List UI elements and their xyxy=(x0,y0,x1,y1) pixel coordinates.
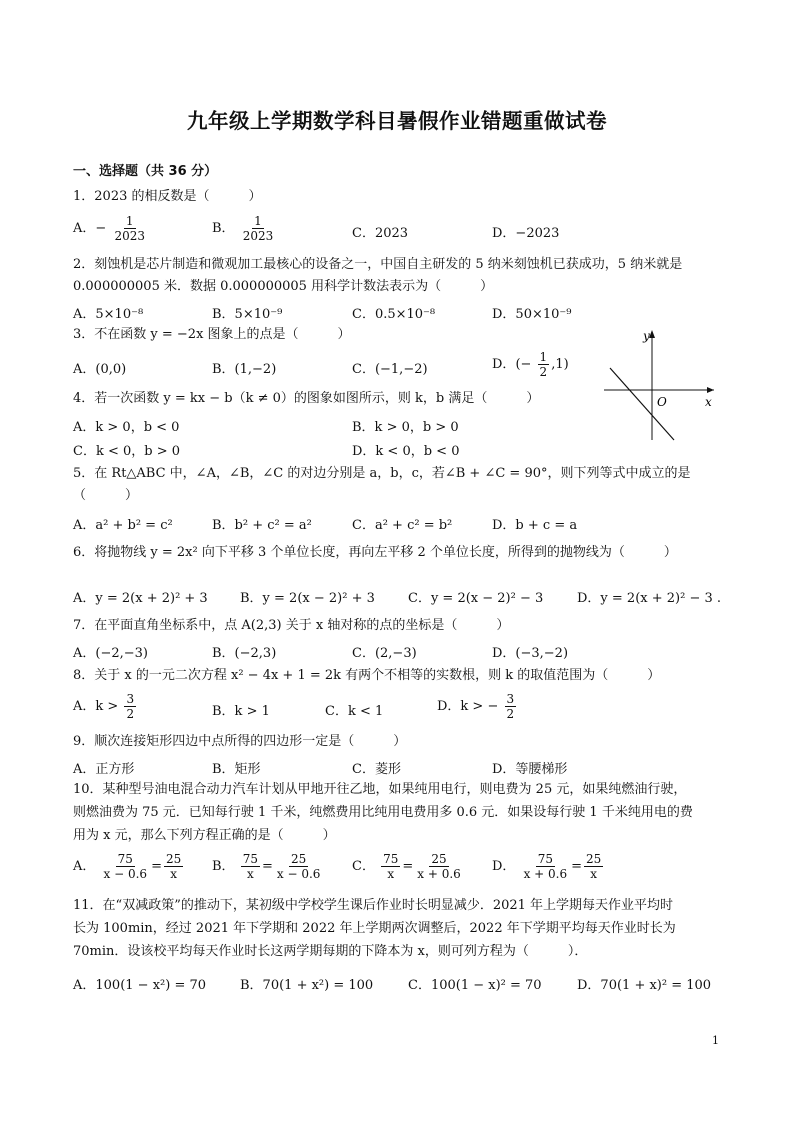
q7-option-d: D．(−3,−2) xyxy=(492,646,569,661)
x-axis-arrow xyxy=(707,387,714,393)
q5-option-a: A．a² + b² = c² xyxy=(73,518,173,533)
question-5-stem-line2: （ ） xyxy=(73,488,139,503)
q8-option-d: D．k > − $\frac{3}{2}$ xyxy=(437,692,515,721)
question-10-stem-line3: 用为 x 元，那么下列方程正确的是（ ） xyxy=(73,828,336,843)
q9-option-b: B．矩形 xyxy=(212,762,261,777)
q4-function-graph xyxy=(600,326,718,446)
q8-option-c: C．k < 1 xyxy=(325,704,384,719)
x-axis-label: x xyxy=(705,395,712,409)
q6-option-c: C．y = 2(x − 2)² − 3 xyxy=(408,591,544,606)
q6-option-a: A．y = 2(x + 2)² + 3 xyxy=(73,591,208,606)
question-7-stem: 7．在平面直角坐标系中，点 A(2,3) 关于 x 轴对称的点的坐标是（ ） xyxy=(73,618,510,633)
q3-option-b: B．(1,−2) xyxy=(212,362,277,377)
q11-option-d: D．70(1 + x)² = 100 xyxy=(577,978,712,993)
q11-option-a: A．100(1 − x²) = 70 xyxy=(73,978,207,993)
q4-option-a: A．k > 0，b < 0 xyxy=(73,420,180,435)
q2-option-d: D．50×10⁻⁹ xyxy=(492,307,572,322)
q1-option-a: A．− $\frac{1}{2023}$ xyxy=(73,214,145,243)
q5-option-c: C．a² + c² = b² xyxy=(352,518,453,533)
y-axis-arrow xyxy=(649,330,655,338)
q11-option-b: B．70(1 + x²) = 100 xyxy=(240,978,374,993)
q7-option-b: B．(−2,3) xyxy=(212,646,277,661)
question-10-stem-line1: 10．某种型号油电混合动力汽车计划从甲地开往乙地，如果纯用电行，则电费为 25 元，如果纯燃油行驶， xyxy=(73,782,687,797)
q5-option-d: D．b + c = a xyxy=(492,518,578,533)
q6-option-d: D．y = 2(x + 2)² − 3 . xyxy=(577,591,722,606)
q1-option-c: C．2023 xyxy=(352,226,409,241)
q2-option-c: C．0.5×10⁻⁸ xyxy=(352,307,436,322)
q11-option-c: C．100(1 − x)² = 70 xyxy=(408,978,542,993)
section-heading: 一、选择题（共 36 分） xyxy=(73,164,218,179)
question-10-stem-line2: 则燃油费为 75 元．已知每行驶 1 千米，纯燃费用比纯用电费用多 0.6 元．如果设每行驶 1 千米纯用电的费 xyxy=(73,805,693,820)
q1-option-b: B． $\frac{1}{2023}$ xyxy=(212,214,274,243)
origin-label: O xyxy=(657,395,667,409)
q4-option-b: B．k > 0，b > 0 xyxy=(352,420,459,435)
q5-option-b: B．b² + c² = a² xyxy=(212,518,312,533)
q6-option-b: B．y = 2(x − 2)² + 3 xyxy=(240,591,375,606)
q2-option-a: A．5×10⁻⁸ xyxy=(73,307,144,322)
q3-option-c: C．(−1,−2) xyxy=(352,362,428,377)
question-5-stem-line1: 5．在 Rt△ABC 中，∠A，∠B，∠C 的对边分别是 a，b，c，若∠B + ∠C = 90°，则下列等式中成立的是 xyxy=(73,466,691,481)
q4-option-d: D．k < 0，b < 0 xyxy=(352,444,460,459)
question-4-stem: 4．若一次函数 y = kx − b（k ≠ 0）的图象如图所示，则 k，b 满足（ ） xyxy=(73,391,540,406)
q8-option-a: A．k > $\frac{3}{2}$ xyxy=(73,692,135,721)
question-6-stem: 6．将抛物线 y = 2x² 向下平移 3 个单位长度，再向左平移 2 个单位长度，所得到的抛物线为（ ） xyxy=(73,545,677,560)
page-number: 1 xyxy=(712,1034,719,1047)
q9-option-a: A．正方形 xyxy=(73,762,135,777)
q9-option-d: D．等腰梯形 xyxy=(492,762,568,777)
question-8-stem: 8．关于 x 的一元二次方程 x² − 4x + 1 = 2k 有两个不相等的实数根，则 k 的取值范围为（ ） xyxy=(73,668,661,683)
q10-option-c: C． $\frac{75}{x}$ = $\frac{25}{x + 0.6}$ xyxy=(352,852,461,881)
question-1-stem: 1．2023 的相反数是（ ） xyxy=(73,189,262,204)
question-3-stem: 3．不在函数 y = −2x 图象上的点是（ ） xyxy=(73,327,351,342)
q2-option-b: B．5×10⁻⁹ xyxy=(212,307,283,322)
question-2-stem-line2: 0.000000005 米．数据 0.000000005 用科学计数法表示为（ ） xyxy=(73,279,494,294)
q10-option-b: B． $\frac{75}{x}$ = $\frac{25}{x - 0.6}$ xyxy=(212,852,321,881)
q10-option-a: A． $\frac{75}{x - 0.6}$ = $\frac{25}{x}$ xyxy=(73,852,182,881)
q9-option-c: C．菱形 xyxy=(352,762,401,777)
q10-option-d: D． $\frac{75}{x + 0.6}$ = $\frac{25}{x}$ xyxy=(492,852,602,881)
question-11-stem-line1: 11．在“双减政策”的推动下，某初级中学校学生课后作业时长明显减少．2021 年上学期每天作业平均时 xyxy=(73,898,674,913)
page-title: 九年级上学期数学科目暑假作业错题重做试卷 xyxy=(187,109,607,133)
q7-option-c: C．(2,−3) xyxy=(352,646,417,661)
q3-option-a: A．(0,0) xyxy=(73,362,127,377)
question-2-stem-line1: 2．刻蚀机是芯片制造和微观加工最核心的设备之一，中国自主研发的 5 纳米刻蚀机已获成功，5 纳米就是 xyxy=(73,257,683,272)
y-axis-label: y xyxy=(643,329,650,343)
question-9-stem: 9．顺次连接矩形四边中点所得的四边形一定是（ ） xyxy=(73,734,407,749)
question-11-stem-line3: 70min．设该校平均每天作业时长这两学期每期的下降本为 x，则可列方程为（ ）． xyxy=(73,944,588,959)
q7-option-a: A．(−2,−3) xyxy=(73,646,148,661)
q1-option-d: D．−2023 xyxy=(492,226,560,241)
question-11-stem-line2: 长为 100min，经过 2021 年下学期和 2022 年上学期两次调整后，2022 年下学期平均每天作业时长为 xyxy=(73,921,676,936)
q4-option-c: C．k < 0，b > 0 xyxy=(73,444,181,459)
q8-option-b: B．k > 1 xyxy=(212,704,270,719)
q3-option-d: D．(− $\frac{1}{2}$ ,1) xyxy=(492,350,569,379)
